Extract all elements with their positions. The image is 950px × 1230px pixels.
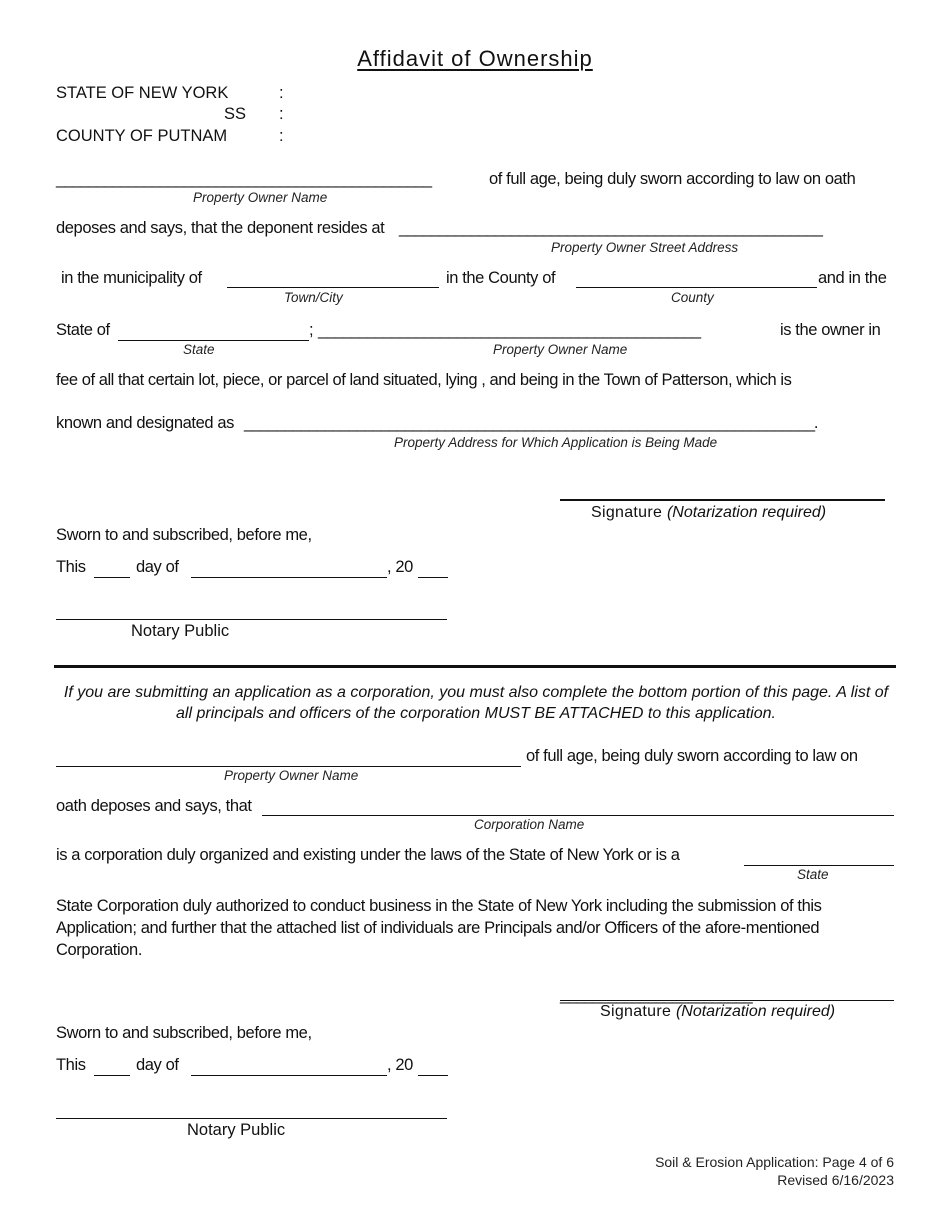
corp-sworn-text: of full age, being duly sworn according to law on <box>526 747 858 765</box>
page-title: Affidavit of Ownership <box>357 46 593 71</box>
owner-in-text: is the owner in <box>780 321 881 339</box>
section-divider <box>54 665 896 668</box>
corporate-notice: If you are submitting an application as a corporation, you must also complete the bottom portion of this page. A list of all principals and officers of the corporation MUST BE ATTACHED to this application. <box>63 684 889 722</box>
county-field[interactable] <box>576 287 817 288</box>
footer-page-info: Soil & Erosion Application: Page 4 of 6 <box>655 1154 894 1170</box>
month-field[interactable] <box>191 577 387 578</box>
year-field[interactable] <box>418 577 448 578</box>
owner-name-caption-2: Property Owner Name <box>493 342 628 357</box>
corp-owner-name-field[interactable] <box>56 766 521 767</box>
oath-deposes-text: oath deposes and says, that <box>56 797 252 815</box>
day-field[interactable] <box>94 577 130 578</box>
venue-state: STATE OF NEW YORK <box>56 84 229 102</box>
owner-name-blank[interactable]: _______________________________________________ <box>56 170 431 188</box>
state-caption: State <box>183 342 215 357</box>
corp-sworn-subscribed-text: Sworn to and subscribed, before me, <box>56 1024 312 1042</box>
sworn-oath-text: of full age, being duly sworn according to law on oath <box>489 170 856 188</box>
semicolon: ; <box>309 321 314 339</box>
corp-day-field[interactable] <box>94 1075 130 1076</box>
corporation-name-caption: Corporation Name <box>474 817 585 832</box>
signature-caption: Signature (Notarization required) <box>591 504 827 521</box>
corp-year-prefix: , 20 <box>387 1056 413 1074</box>
municipality-label: in the municipality of <box>61 269 202 287</box>
property-address-caption: Property Address for Which Application is Being Made <box>394 435 718 450</box>
county-label: in the County of <box>446 269 556 287</box>
corp-signature-caption: Signature (Notarization required) <box>600 1003 836 1020</box>
known-as-label: known and designated as <box>56 414 234 432</box>
fee-text: fee of all that certain lot, piece, or parcel of land situated, lying , and being in the Town of Patterson, which is <box>56 371 792 389</box>
corp-organized-text: is a corporation duly organized and existing under the laws of the State of New York or is a <box>56 846 680 864</box>
venue-colon: : <box>279 84 284 102</box>
year-prefix: , 20 <box>387 558 413 576</box>
venue-county: COUNTY OF PUTNAM <box>56 127 228 145</box>
state-label: State of <box>56 321 110 339</box>
town-city-field[interactable] <box>227 287 439 288</box>
corp-year-field[interactable] <box>418 1075 448 1076</box>
this-label: This <box>56 558 86 576</box>
venue-colon: : <box>279 127 284 145</box>
notary-signature-line[interactable] <box>56 619 447 620</box>
corp-this-label: This <box>56 1056 86 1074</box>
street-address-caption: Property Owner Street Address <box>551 240 739 255</box>
resides-text: deposes and says, that the deponent resides at <box>56 219 385 237</box>
corporation-name-field[interactable] <box>262 815 894 816</box>
state-field[interactable] <box>118 340 309 341</box>
signature-line[interactable] <box>560 499 885 501</box>
notary-public-label: Notary Public <box>131 622 230 640</box>
corp-month-field[interactable] <box>191 1075 387 1076</box>
owner-name-blank-2[interactable]: _______________________________________________ <box>318 321 700 339</box>
page-footer <box>655 1153 894 1189</box>
corp-state-caption: State <box>797 867 829 882</box>
street-address-blank[interactable]: _____________________________________________________ <box>399 219 822 237</box>
town-city-caption: Town/City <box>284 290 343 305</box>
venue-ss: SS <box>224 105 247 123</box>
footer-revised: Revised 6/16/2023 <box>777 1172 894 1188</box>
corp-day-of-label: day of <box>136 1056 179 1074</box>
corp-notary-signature-line[interactable] <box>56 1118 447 1119</box>
and-in-the-text: and in the <box>818 269 887 287</box>
owner-name-caption: Property Owner Name <box>193 190 328 205</box>
corp-paragraph: State Corporation duly authorized to conduct business in the State of New York including the submission of this Application; and further that the attached list of individuals are Principals and/or Officers of the afore-mentioned Corporation. <box>56 897 822 959</box>
county-caption: County <box>671 290 714 305</box>
corp-state-field[interactable] <box>744 865 894 866</box>
property-address-blank[interactable]: _______________________________________________________________________. <box>244 414 818 432</box>
corp-notary-public-label: Notary Public <box>187 1121 286 1139</box>
day-of-label: day of <box>136 558 179 576</box>
corp-signature-blank[interactable]: ________________________ <box>560 986 752 1004</box>
corp-owner-name-caption: Property Owner Name <box>224 768 359 783</box>
corp-signature-line[interactable] <box>560 1000 894 1001</box>
venue-colon: : <box>279 105 284 123</box>
sworn-text: Sworn to and subscribed, before me, <box>56 526 312 544</box>
